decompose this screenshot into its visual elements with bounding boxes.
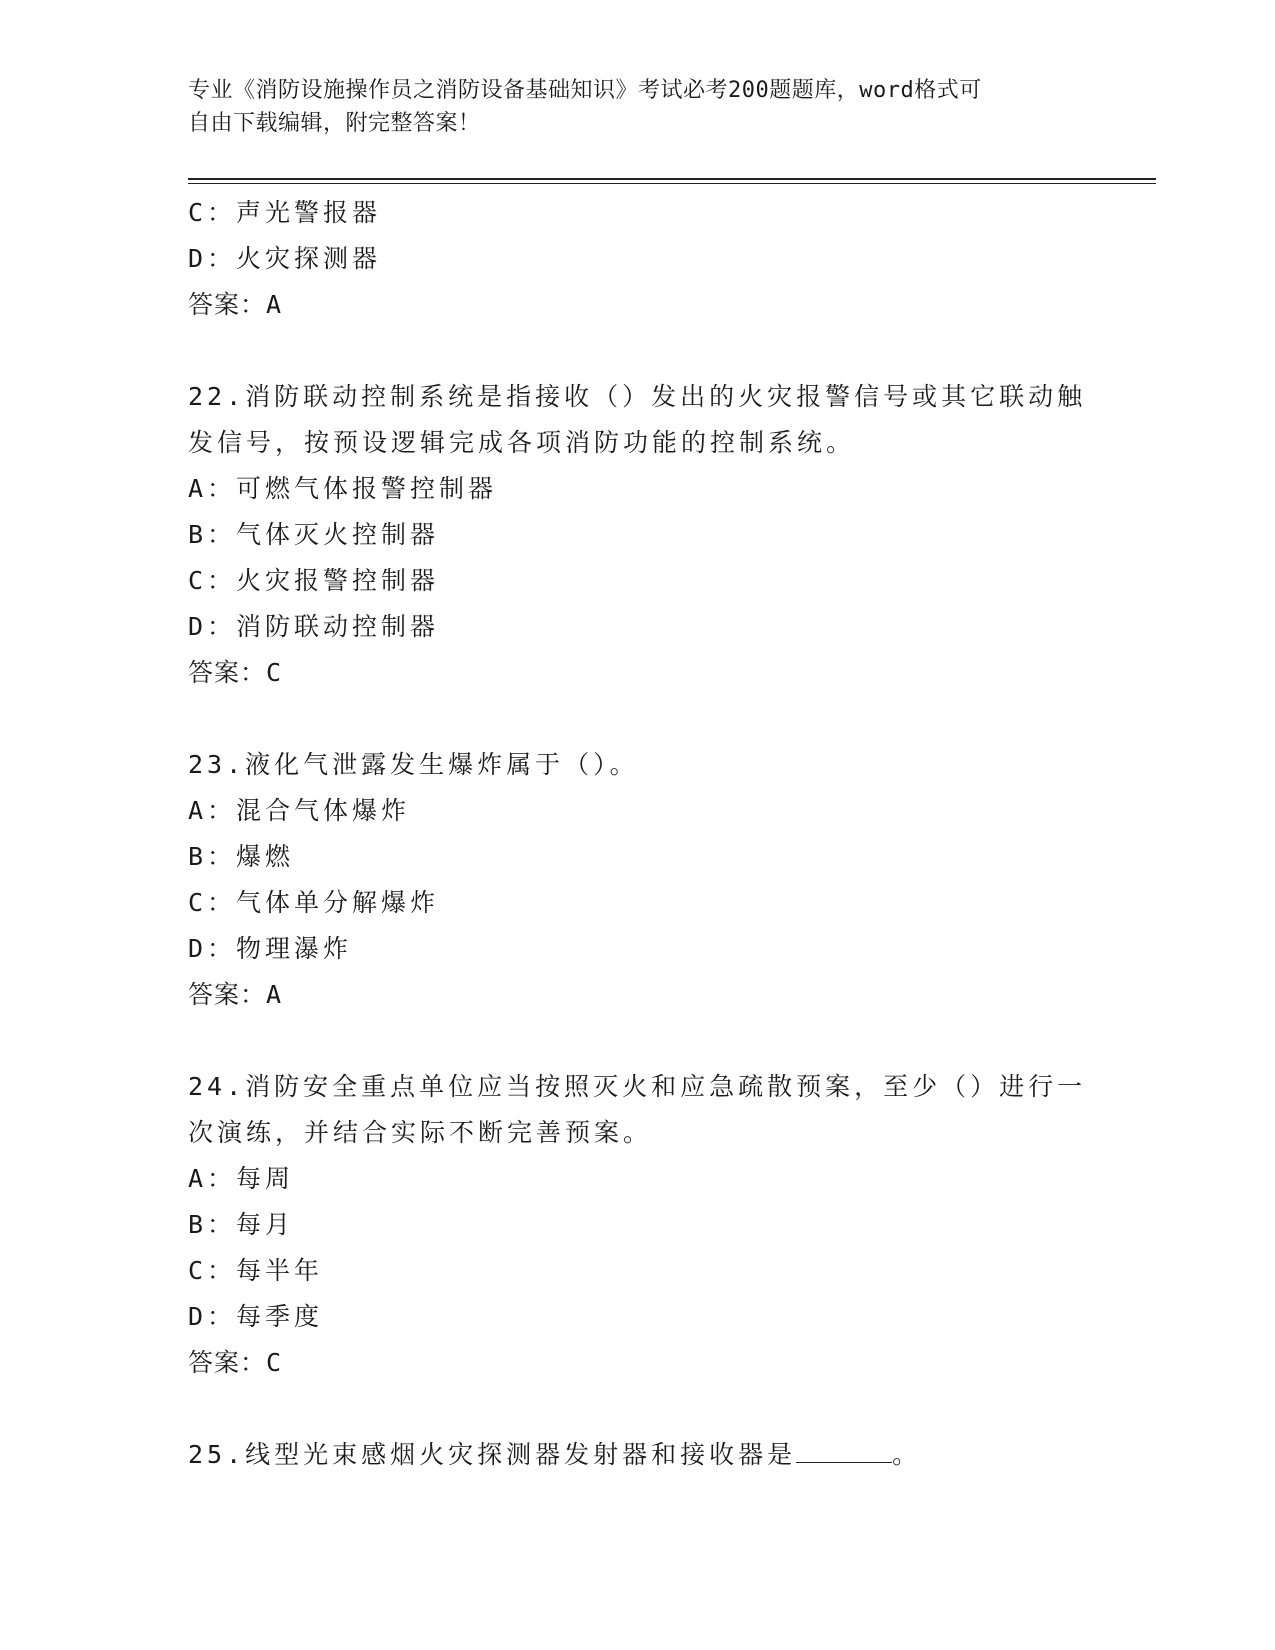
document-header bbox=[188, 74, 1088, 140]
q23-option-d: D：物理瀑炸 bbox=[188, 934, 353, 963]
q22-stem-line-1: 22.消防联动控制系统是指接收（）发出的火灾报警信号或其它联动触 bbox=[188, 382, 1087, 411]
q24-option-b: B：每月 bbox=[188, 1210, 295, 1239]
q24-stem-line-2: 次演练，并结合实际不断完善预案。 bbox=[188, 1118, 653, 1147]
q22-option-d: D：消防联动控制器 bbox=[188, 612, 440, 641]
fill-in-blank bbox=[796, 1440, 892, 1463]
q23-stem-line-1: 23.液化气泄露发生爆炸属于（）。 bbox=[188, 750, 639, 779]
q22-answer: 答案：C bbox=[188, 658, 283, 687]
spacer bbox=[188, 1018, 1088, 1064]
spacer bbox=[188, 328, 1088, 374]
q21-answer: 答案：A bbox=[188, 290, 283, 319]
header-line-2: 自由下载编辑，附完整答案！ bbox=[188, 111, 481, 136]
q24-option-a: A：每周 bbox=[188, 1164, 295, 1193]
q22-stem-line-2: 发信号，按预设逻辑完成各项消防功能的控制系统。 bbox=[188, 428, 856, 457]
q21-option-c: C：声光警报器 bbox=[188, 198, 382, 227]
question-list bbox=[188, 190, 1088, 1478]
q23-answer: 答案：A bbox=[188, 980, 283, 1009]
q21-option-d: D：火灾探测器 bbox=[188, 244, 382, 273]
q24-answer: 答案：C bbox=[188, 1348, 283, 1377]
q23-option-a: A：混合气体爆炸 bbox=[188, 796, 411, 825]
header-divider-thick bbox=[188, 178, 1156, 180]
question-23 bbox=[188, 742, 1088, 1018]
question-22 bbox=[188, 374, 1088, 696]
q25-stem-line-1 bbox=[188, 1432, 1088, 1478]
header-line-1: 专业《消防设施操作员之消防设备基础知识》考试必考200题题库，word格式可 bbox=[188, 78, 982, 103]
q25-stem-prefix: 25.线型光束感烟火灾探测器发射器和接收器是 bbox=[188, 1440, 797, 1469]
q23-option-c: C：气体单分解爆炸 bbox=[188, 888, 440, 917]
spacer bbox=[188, 1386, 1088, 1432]
q24-option-c: C：每半年 bbox=[188, 1256, 324, 1285]
q22-option-c: C：火灾报警控制器 bbox=[188, 566, 440, 595]
spacer bbox=[188, 696, 1088, 742]
q24-option-d: D：每季度 bbox=[188, 1302, 324, 1331]
question-21-tail bbox=[188, 190, 1088, 328]
question-25 bbox=[188, 1432, 1088, 1478]
q23-option-b: B：爆燃 bbox=[188, 842, 295, 871]
q24-stem-line-1: 24.消防安全重点单位应当按照灭火和应急疏散预案，至少（）进行一 bbox=[188, 1072, 1087, 1101]
question-24 bbox=[188, 1064, 1088, 1386]
q25-stem-suffix: 。 bbox=[892, 1440, 922, 1469]
q22-option-a: A：可燃气体报警控制器 bbox=[188, 474, 498, 503]
q22-option-b: B：气体灭火控制器 bbox=[188, 520, 440, 549]
header-divider-thin bbox=[188, 183, 1156, 184]
